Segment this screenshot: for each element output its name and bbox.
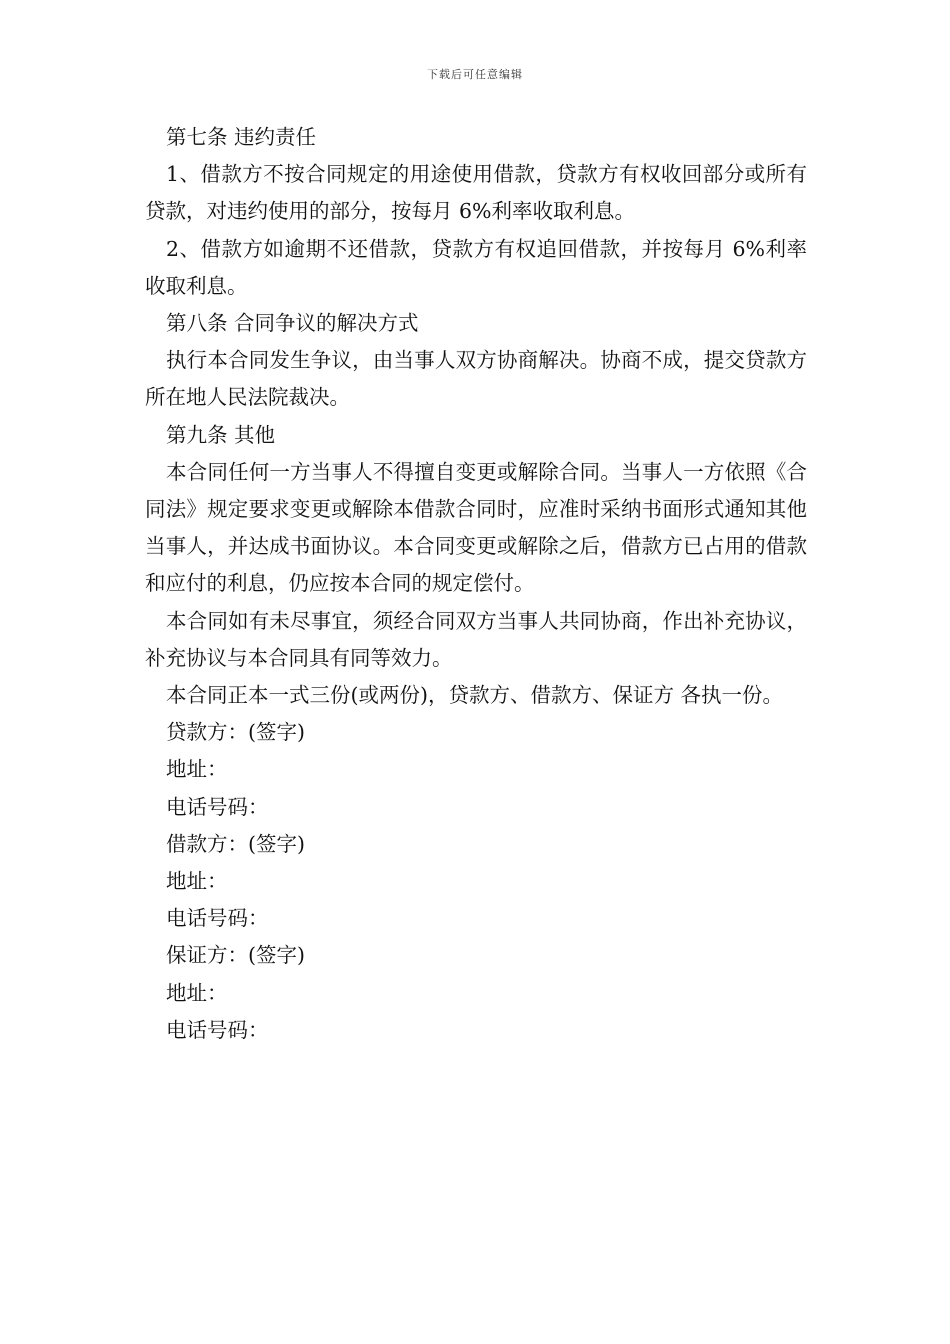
- lender-phone-line: 电话号码：: [166, 794, 269, 819]
- article-9-paragraph-2: 本合同如有未尽事宜，须经合同双方当事人共同协商，作出补充协议，补充协议与本合同具有同等效力。: [145, 608, 807, 670]
- article-7-clause-1: 1、借款方不按合同规定的用途使用借款，贷款方有权收回部分或所有贷款，对违约使用的部分，按每月 6%利率收取利息。: [145, 162, 807, 224]
- borrower-phone-line: 电话号码：: [166, 906, 269, 931]
- article-9-paragraph-3: 本合同正本一式三份(或两份)，贷款方、借款方、保证方 各执一份。: [166, 683, 784, 708]
- page-header: 下载后可任意编辑: [427, 68, 523, 81]
- document-body: [145, 119, 807, 1049]
- borrower-signature-line: 借款方：(签字): [166, 831, 305, 856]
- borrower-address-line: 地址：: [166, 869, 228, 894]
- guarantor-address-line: 地址：: [166, 980, 228, 1005]
- lender-signature-line: 贷款方：(签字): [166, 720, 305, 745]
- guarantor-signature-line: 保证方：(签字): [166, 943, 305, 968]
- article-8-body: 执行本合同发生争议，由当事人双方协商解决。协商不成，提交贷款方所在地人民法院裁决。: [145, 348, 807, 410]
- article-7-clause-2: 2、借款方如逾期不还借款，贷款方有权追回借款，并按每月 6%利率收取利息。: [145, 236, 807, 298]
- article-9-paragraph-1: 本合同任何一方当事人不得擅自变更或解除合同。当事人一方依照《合同法》规定要求变更或解除本借款合同时，应准时采纳书面形式通知其他当事人，并达成书面协议。本合同变更或解除之后，借款方已占用的借款和应付的利息，仍应按本合同的规定偿付。: [145, 459, 807, 596]
- guarantor-phone-line: 电话号码：: [166, 1017, 269, 1042]
- article-9-heading: 第九条 其他: [166, 422, 276, 447]
- article-8-heading: 第八条 合同争议的解决方式: [166, 311, 419, 336]
- article-7-heading: 第七条 违约责任: [166, 125, 317, 149]
- lender-address-line: 地址：: [166, 757, 228, 782]
